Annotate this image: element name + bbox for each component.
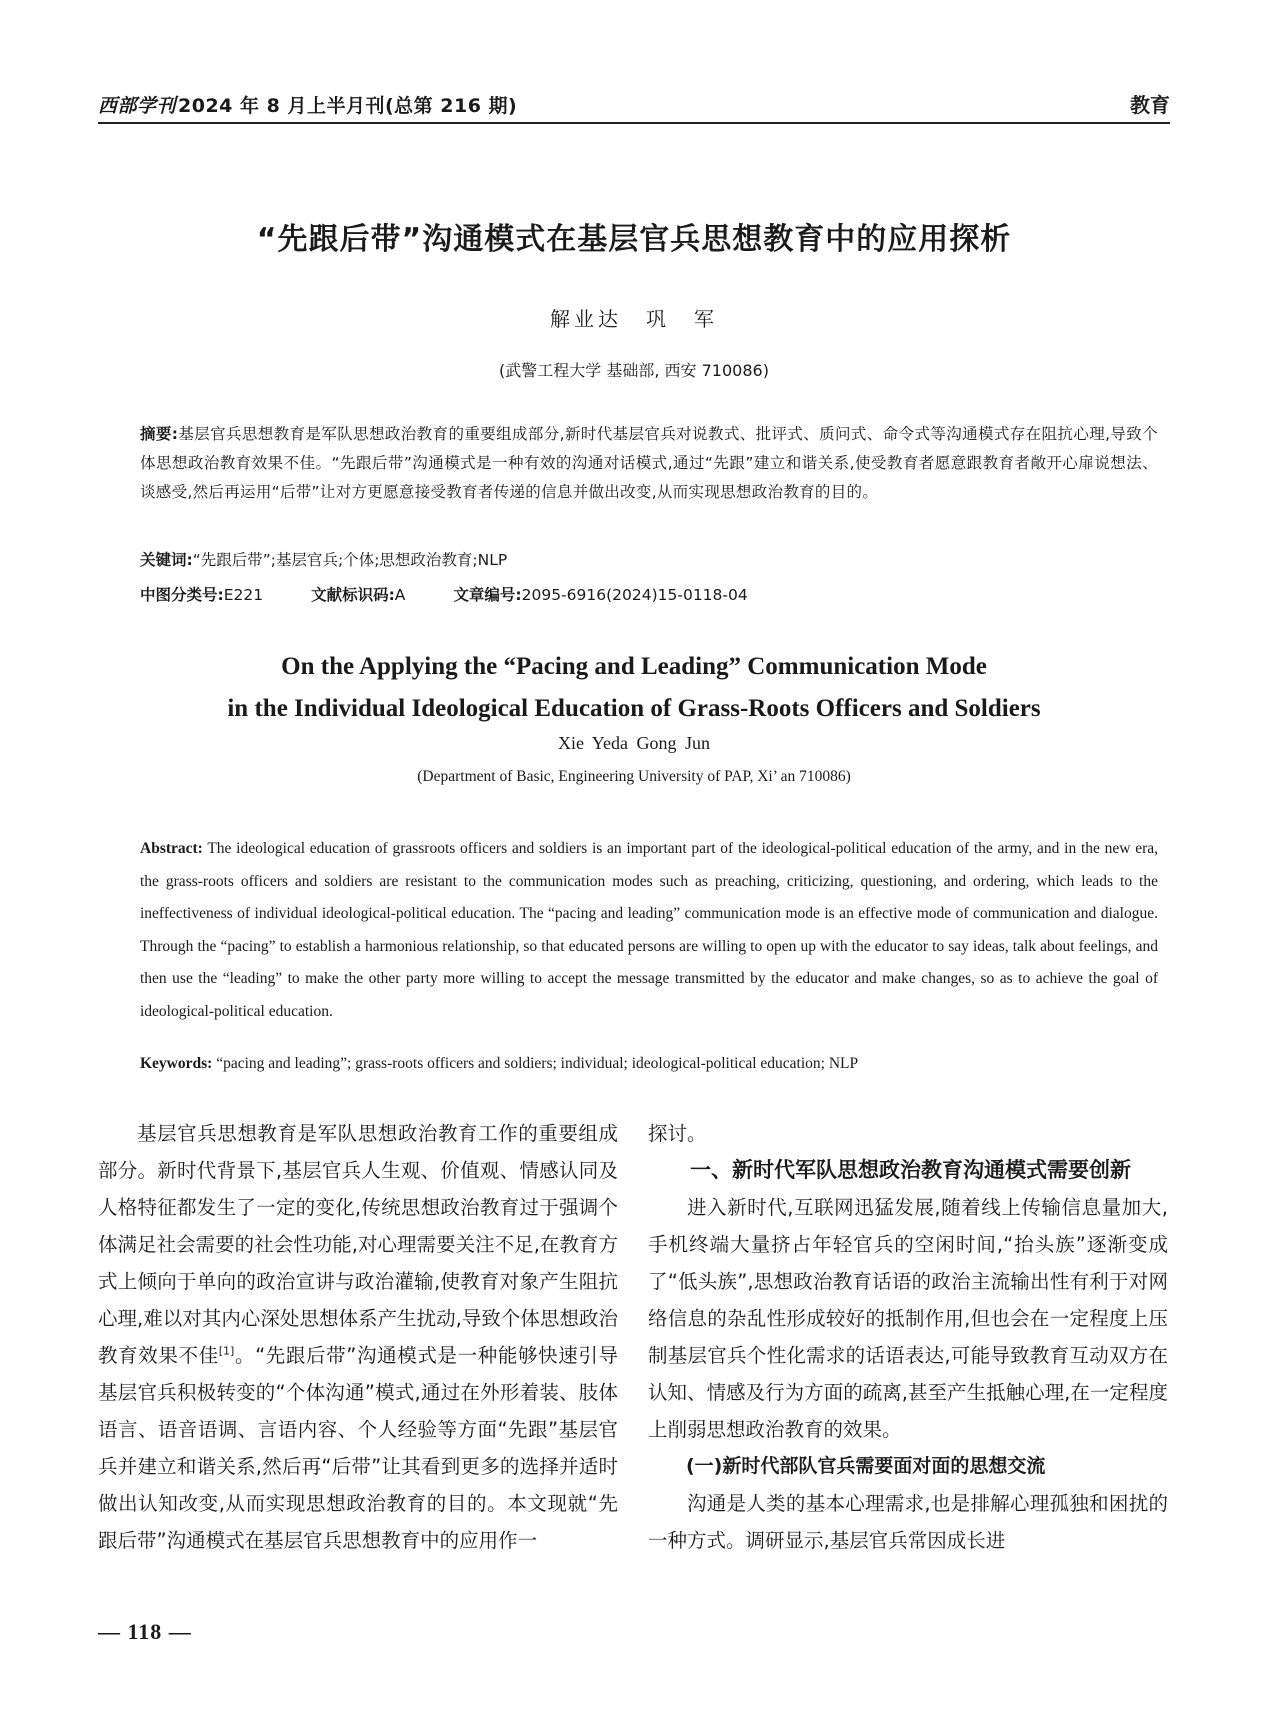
abstract-cn-text: 基层官兵思想教育是军队思想政治教育的重要组成部分,新时代基层官兵对说教式、批评式、质问式、命令式等沟通模式存在阻抗心理,导致个体思想政治教育效果不佳。“先跟后带”沟通模式是一种有效的沟通对话模式,通过“先跟”建立和谐关系,使受教育者愿意跟教育者敞开心扉说想法、谈感受,然后再运用“后带”让对方更愿意接受教育者传递的信息并做出改变,从而实现思想政治教育的目的。 bbox=[140, 425, 1158, 501]
art-label: 文章编号: bbox=[453, 586, 522, 604]
section-heading: 一、新时代军队思想政治教育沟通模式需要创新 bbox=[690, 1158, 1131, 1182]
abstract-cn-label: 摘要: bbox=[140, 425, 179, 443]
running-header bbox=[98, 86, 1170, 124]
authors-cn: 解业达 巩 军 bbox=[550, 307, 718, 331]
body-right-column bbox=[648, 1115, 1168, 1559]
body-paragraph: 沟通是人类的基本心理需求,也是排解心理孤独和困扰的一种方式。调研显示,基层官兵常因成长进 bbox=[648, 1492, 1168, 1552]
keywords-cn bbox=[140, 548, 1158, 570]
keywords-en-text: “pacing and leading”; grass-roots officers and soldiers; individual; ideological-political education; NLP bbox=[216, 1055, 859, 1072]
body-text: 基层官兵思想教育是军队思想政治教育工作的重要组成部分。新时代背景下,基层官兵人生观、价值观、情感认同及人格特征都发生了一定的变化,传统思想政治教育过于强调个体满足社会需要的社会性功能,对心理需要关注不足,在教育方式上倾向于单向的政治宣讲与政治灌输,使教育对象产生阻抗心理,难以对其内心深处思想体系产生扰动,导致个体思想政治教育效果不佳 bbox=[98, 1122, 618, 1367]
issue-info: 2024 年 8 月上半月刊(总第 216 期) bbox=[178, 95, 518, 117]
paper-title-en bbox=[0, 646, 1268, 730]
classification-row bbox=[140, 583, 748, 605]
abstract-en-text: The ideological education of grassroots officers and soldiers is an important part of the ideological-political education of the army, and in the new era, the grass-roots officers and soldiers are resistant to the communication modes such as preaching, criticizing, questioning, and ordering, which leads to the ineffectiveness of individual ideological-political education. The “pacing and leading” communication mode is an effective mode of communication and dialogue. Through the “pacing” to establish a harmonious relationship, so that educated persons are willing to open up with the educator to say ideas, talk about feelings, and then use the “leading” to make the other party more willing to accept the message transmitted by the educator and make changes, so as to achieve the goal of ideological-political education. bbox=[140, 840, 1158, 1020]
header-issue bbox=[98, 91, 517, 118]
affiliation-en: (Department of Basic, Engineering University of PAP, Xi’ an 710086) bbox=[417, 768, 851, 785]
abstract-en bbox=[140, 833, 1158, 1028]
affiliation-cn: (武警工程大学 基础部, 西安 710086) bbox=[499, 361, 769, 380]
body-left-column bbox=[98, 1115, 618, 1559]
title-en-line1: On the Applying the “Pacing and Leading” Communication Mode bbox=[281, 653, 987, 680]
art-value: 2095-6916(2024)15-0118-04 bbox=[521, 586, 748, 604]
body-text: 。“先跟后带”沟通模式是一种能够快速引导基层官兵积极转变的“个体沟通”模式,通过在外形着装、肢体语言、语音语调、言语内容、个人经验等方面“先跟”基层官兵并建立和谐关系,然后再“后带”让其看到更多的选择并适时做出认知改变,从而实现思想政治教育的目的。本文现就“先跟后带”沟通模式在基层官兵思想教育中的应用作一 bbox=[98, 1344, 618, 1552]
page-number: — 118 — bbox=[98, 1619, 192, 1644]
title-en-line2: in the Individual Ideological Education of Grass-Roots Officers and Soldiers bbox=[227, 695, 1041, 722]
abstract-en-label: Abstract: bbox=[140, 840, 203, 857]
keywords-cn-text: “先跟后带”;基层官兵;个体;思想政治教育;NLP bbox=[192, 551, 508, 569]
journal-name: 西部学刊 bbox=[98, 95, 177, 117]
citation-ref[interactable]: [1] bbox=[218, 1344, 235, 1358]
doc-code bbox=[311, 583, 405, 605]
abstract-cn bbox=[140, 420, 1158, 507]
paper-title-cn: “先跟后带”沟通模式在基层官兵思想教育中的应用探析 bbox=[256, 222, 1012, 257]
section-name: 教育 bbox=[1130, 93, 1170, 117]
keywords-en bbox=[140, 1055, 1158, 1073]
body-paragraph: 探讨。 bbox=[648, 1122, 707, 1145]
authors-en: Xie Yeda Gong Jun bbox=[557, 733, 710, 753]
keywords-cn-label: 关键词: bbox=[140, 551, 193, 569]
article-number bbox=[453, 583, 747, 605]
clc-label: 中图分类号: bbox=[140, 586, 224, 604]
body-paragraph bbox=[98, 1115, 618, 1559]
body-paragraph: 进入新时代,互联网迅猛发展,随着线上传输信息量加大,手机终端大量挤占年轻官兵的空闲时间,“抬头族”逐渐变成了“低头族”,思想政治教育话语的政治主流输出性有利于对网络信息的杂乱性形成较好的抵制作用,但也会在一定程度上压制基层官兵个性化需求的话语表达,可能导致教育互动双方在认知、情感及行为方面的疏离,甚至产生抵触心理,在一定程度上削弱思想政治教育的效果。 bbox=[648, 1196, 1168, 1441]
clc-value: E221 bbox=[223, 586, 264, 604]
doc-value: A bbox=[394, 586, 406, 604]
subsection-heading: (一)新时代部队官兵需要面对面的思想交流 bbox=[686, 1455, 1046, 1477]
keywords-en-label: Keywords: bbox=[140, 1055, 213, 1072]
doc-label: 文献标识码: bbox=[311, 586, 395, 604]
clc-code bbox=[140, 583, 263, 605]
